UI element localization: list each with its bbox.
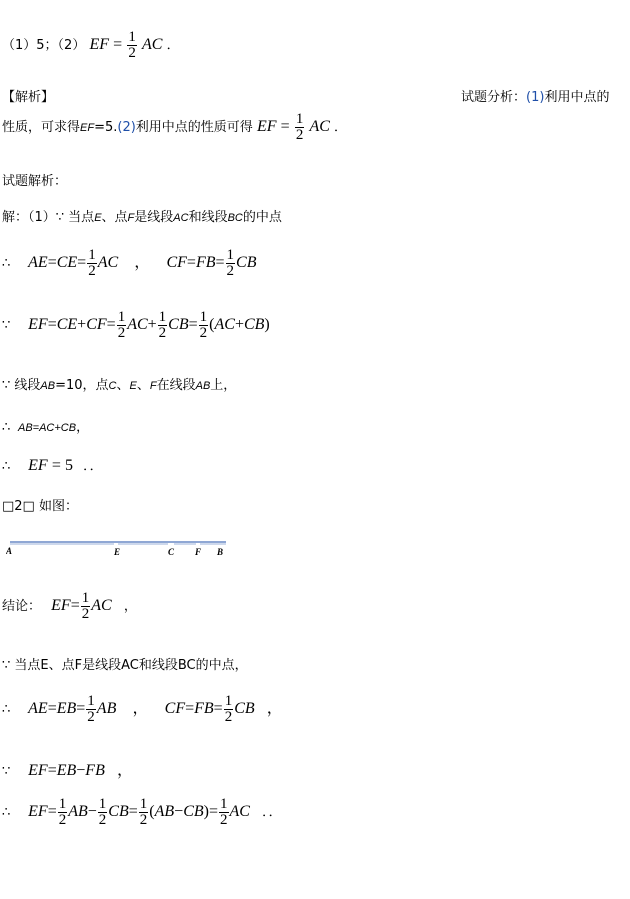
fraction-half: $\frac{1}{2}$ (158, 309, 167, 341)
fraction-half: $\frac{1}{2}$ (58, 796, 67, 828)
point-label-c: C (168, 547, 175, 557)
fraction-half: $\frac{1}{2}$ (220, 796, 228, 828)
answer-line (2, 30, 180, 61)
analysis-value: =5. (94, 120, 118, 135)
math-ac: AC (141, 36, 163, 53)
math-expression: AB=AC+CB (18, 422, 77, 434)
analysis-line-2 (2, 112, 347, 143)
math: FB (195, 254, 216, 271)
fraction-half: $\frac{1}{2}$ (128, 29, 136, 61)
therefore-symbol: ∴ (2, 256, 11, 271)
solution-line-5 (2, 416, 89, 435)
period: ． (334, 120, 348, 135)
math-ef: EF (80, 122, 95, 134)
fraction-half: $\frac{1}{2}$ (117, 309, 126, 341)
math: = (215, 254, 225, 271)
fraction-half: $\frac{1}{2}$ (88, 247, 96, 279)
math: = (77, 254, 87, 271)
analysis-title: 试题分析： (461, 90, 527, 105)
fraction-half: $\frac{1}{2}$ (226, 247, 235, 279)
analysis-num: (2) (117, 120, 136, 135)
solution-line-4 (2, 374, 236, 393)
math-c: C (108, 380, 117, 392)
separator: ， (116, 762, 133, 779)
math: = (47, 803, 57, 820)
point-label-e: E (114, 547, 121, 557)
conclusion-line (2, 591, 137, 622)
math: EF (28, 762, 48, 779)
math: EB (56, 700, 77, 717)
math: = (47, 700, 57, 717)
therefore-symbol: ∴ (2, 459, 11, 474)
text: =10，点 (55, 378, 109, 393)
part2-header (2, 495, 78, 514)
point-label-a: A (6, 546, 13, 556)
text: ．． (83, 459, 103, 474)
proof-line-1 (2, 654, 248, 673)
text: ∵ 线段 (2, 378, 41, 393)
solution-line-6 (2, 455, 103, 475)
math: EF (51, 597, 71, 614)
text: ∵ 当点E、点F是线段AC和线段BC的中点， (2, 658, 248, 673)
because-symbol: ∵ (2, 764, 11, 779)
math-ef: EF (89, 36, 110, 53)
math: = (186, 254, 196, 271)
math: CF (86, 316, 107, 333)
math: = (208, 803, 218, 820)
math: AE (28, 700, 48, 717)
math-f: F (149, 380, 157, 392)
separator: ， (266, 700, 283, 717)
math-ab: AB (195, 380, 211, 392)
solution-line-3 (2, 310, 270, 341)
text: 的中点 (242, 210, 282, 225)
math: CB (234, 700, 255, 717)
math: AC (91, 597, 112, 614)
math: = (213, 700, 223, 717)
analysis-tail: 利用中点的性质可得 (135, 120, 253, 135)
math: ) (264, 316, 270, 333)
fraction-half: $\frac{1}{2}$ (87, 693, 95, 725)
math: + (147, 316, 157, 333)
math: = (51, 457, 61, 474)
fraction-half: $\frac{1}{2}$ (98, 796, 107, 828)
analysis-label: 【解析】 (2, 90, 55, 105)
math: AC (97, 254, 119, 271)
math: = (47, 316, 57, 333)
math: AE (28, 254, 48, 271)
math: AB (154, 803, 175, 820)
text: ．． (262, 805, 282, 820)
period: ． (166, 38, 180, 53)
math: CF (166, 254, 187, 271)
math: = (185, 700, 195, 717)
proof-line-2 (2, 694, 283, 725)
math-e: E (129, 380, 137, 392)
solution-title (2, 170, 67, 189)
math: CF (164, 700, 186, 717)
text: 是线段 (134, 210, 174, 225)
math: AC (127, 316, 148, 333)
math-bc: BC (227, 212, 243, 224)
proof-line-4 (2, 797, 282, 828)
solution-line-1 (2, 206, 282, 225)
math-f: F (127, 212, 135, 224)
text: □2□ 如图： (2, 499, 78, 514)
fraction-half: $\frac{1}{2}$ (295, 111, 304, 143)
separator: ， (132, 700, 149, 717)
math: ( (209, 316, 215, 333)
math: = (70, 597, 80, 614)
math-ac: AC (309, 118, 330, 135)
math: 5 (65, 457, 73, 474)
math: − (87, 803, 97, 820)
math: CE (56, 254, 78, 271)
segment-figure (6, 533, 230, 559)
text: 在线段 (156, 378, 196, 393)
fraction-half: $\frac{1}{2}$ (199, 309, 208, 341)
math: FB (85, 762, 105, 779)
fraction-half: $\frac{1}{2}$ (224, 693, 233, 725)
analysis-text: 性质，可求得 (2, 120, 81, 135)
separator: ， (134, 254, 151, 271)
math: EF (28, 457, 48, 474)
answer-prefix: （1）5；（2） (2, 38, 86, 53)
math: CB (108, 803, 129, 820)
math: CE (56, 316, 78, 333)
text: 、点 (101, 210, 128, 225)
point-label-f: F (195, 547, 202, 557)
math: CB (168, 316, 189, 333)
text: 上， (210, 378, 237, 393)
math: = (188, 316, 198, 333)
fraction-half: $\frac{1}{2}$ (139, 796, 148, 828)
math: CB (183, 803, 204, 820)
math: CB (236, 254, 257, 271)
math: EF (28, 803, 48, 820)
math: + (234, 316, 244, 333)
analysis-num: (1) (526, 90, 545, 105)
math: = (47, 254, 57, 271)
math: FB (194, 700, 214, 717)
conclusion-label: 结论： (2, 599, 42, 614)
math: = (76, 700, 86, 717)
math-e: E (94, 212, 102, 224)
math: ( (149, 803, 155, 820)
math-ef: EF (256, 118, 277, 135)
math: AC (229, 803, 250, 820)
analysis-tail: 利用中点的 (544, 90, 610, 105)
math: ) (203, 803, 209, 820)
fraction-half: $\frac{1}{2}$ (81, 590, 90, 622)
point-label-b: B (217, 547, 224, 557)
math-eq: = (280, 118, 290, 135)
math: − (174, 803, 184, 820)
text: ， (123, 599, 137, 614)
text: ， (76, 420, 90, 435)
analysis-header (2, 86, 54, 105)
math-ac: AC (173, 212, 189, 224)
therefore-symbol: ∴ (2, 805, 11, 820)
math: EF (28, 316, 48, 333)
because-symbol: ∵ (2, 318, 11, 333)
solution-line-2 (2, 248, 256, 279)
math: − (76, 762, 86, 779)
math: CB (243, 316, 265, 333)
therefore-symbol: ∴ (2, 702, 11, 717)
text: 、 (116, 378, 130, 393)
math: + (77, 316, 87, 333)
proof-line-3 (2, 757, 133, 780)
math-ab: AB (40, 380, 56, 392)
text: 、 (136, 378, 150, 393)
math: = (128, 803, 138, 820)
solution-label: 试题解析： (2, 174, 68, 189)
math-eq: = (113, 36, 123, 53)
therefore-symbol: ∴ (2, 420, 11, 435)
math: = (106, 316, 116, 333)
text: 解：（1）∵ 当点 (2, 210, 95, 225)
math: AB (96, 700, 117, 717)
math: = (47, 762, 57, 779)
analysis-right (461, 86, 609, 105)
math: AB (68, 803, 88, 820)
math: EB (56, 762, 77, 779)
math: AC (214, 316, 235, 333)
text: 和线段 (188, 210, 228, 225)
